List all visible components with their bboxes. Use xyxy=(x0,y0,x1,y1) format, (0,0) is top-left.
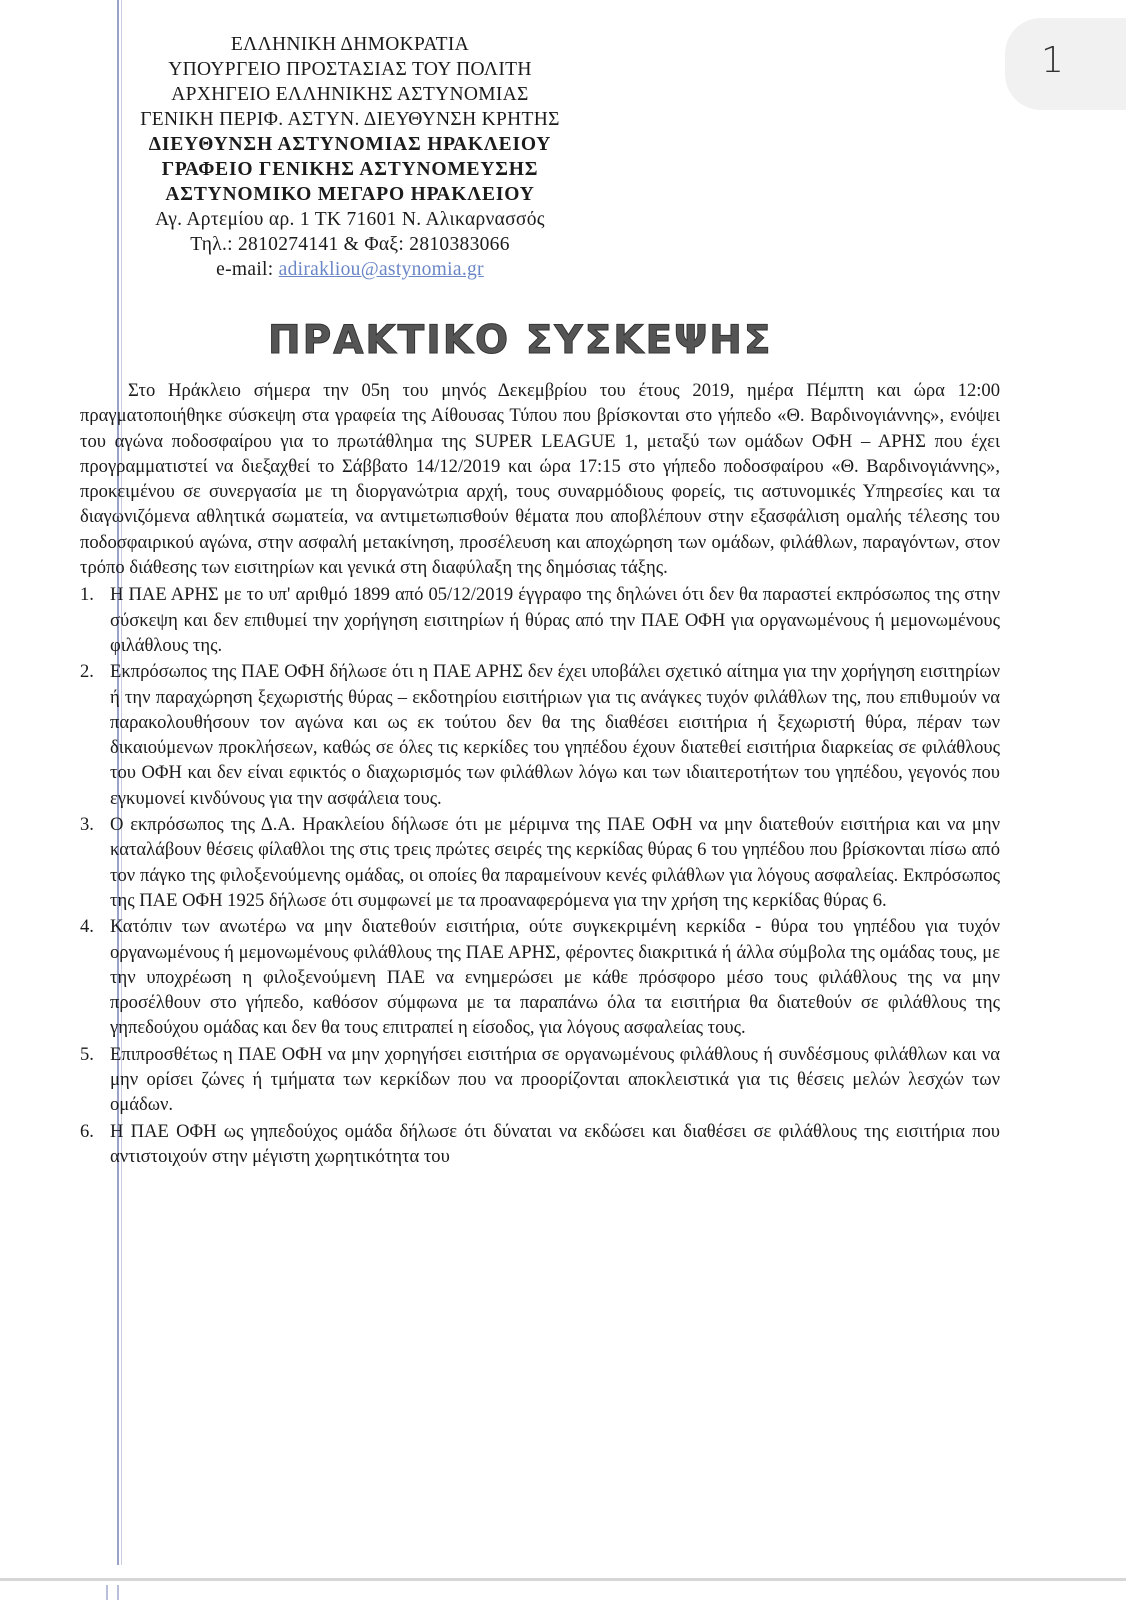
list-item-number: 6. xyxy=(80,1120,94,1142)
letterhead-country: ΕΛΛΗΝΙΚΗ ΔΗΜΟΚΡΑΤΙΑ xyxy=(230,34,470,55)
letterhead-address: Αγ. Αρτεμίου αρ. 1 ΤΚ 71601 Ν. Αλικαρνασσός xyxy=(155,209,545,230)
letterhead-phone: Τηλ.: 2810274141 & Φαξ: 2810383066 xyxy=(190,234,510,255)
list-item-number: 1. xyxy=(80,584,94,606)
list-item-text: Κατόπιν των ανωτέρω να μην διατεθούν εισιτήρια, ούτε συγκεκριμένη κερκίδα - θύρα του γηπέδου για τυχόν οργανωμένους ή μεμονωμένους φιλάθλους της ΠΑΕ ΑΡΗΣ, φέροντες διακριτικά ή άλλα σύμβολα της ομάδας τους, με την υποχρέωση η φιλοξενούμενη ΠΑΕ να ενημερώσει με κάθε πρόσφορο μέσο τους φιλάθλους της να μην προσέλθουν στο γήπεδο, καθόσον σύμφωνα με τα παραπάνω όλα τα εισιτήρια θα διατεθούν σε φιλάθλους της γηπεδούχου ομάδας και δεν θα τους επιτραπεί η είσοδος, για λόγους ασφαλείας τους. xyxy=(110,916,1000,1039)
list-item-number: 4. xyxy=(80,916,94,938)
letterhead-office: ΓΡΑΦΕΙΟ ΓΕΝΙΚΗΣ ΑΣΤΥΝΟΜΕΥΣΗΣ xyxy=(161,159,539,180)
document-body xyxy=(80,378,1000,1170)
list-item-number: 2. xyxy=(80,661,94,683)
list-item xyxy=(80,1119,1000,1170)
document-title: ΠΡΑΚΤΙΚΟ ΣΥΣΚΕΨΗΣ xyxy=(268,318,773,363)
list-item-number: 5. xyxy=(80,1043,94,1065)
list-item-text: Η ΠΑΕ ΑΡΗΣ με το υπ' αριθμό 1899 από 05/12/2019 έγγραφο της δηλώνει ότι δεν θα παραστεί εκπρόσωπος της στην σύσκεψη και δεν επιθυμεί την χορήγηση εισιτηρίων ή θύρας από την ΠΑΕ ΟΦΗ για οργανωμένους ή μεμονωμένους φιλάθλους της. xyxy=(110,584,1000,656)
email-link[interactable]: adirakliou@astynomia.gr xyxy=(278,259,484,280)
intro-paragraph: Στο Ηράκλειο σήμερα την 05η του μηνός Δεκεμβρίου του έτους 2019, ημέρα Πέμπτη και ώρα 12:00 πραγματοποιήθηκε σύσκεψη στα γραφεία της Αίθουσας Τύπου που βρίσκονται στο γήπεδο «Θ. Βαρδινογιάννης», ενόψει του αγώνα ποδοσφαίρου για το πρωτάθλημα της SUPER LEAGUE 1, μεταξύ των ομάδων ΟΦΗ – ΑΡΗΣ που έχει προγραμματιστεί να διεξαχθεί το Σάββατο 14/12/2019 και ώρα 17:15 στο γήπεδο ποδοσφαίρου «Θ. Βαρδινογιάννης», προκειμένου σε συνεργασία με τη διοργανώτρια αρχή, τους συναρμόδιους φορείς, τις αστυνομικές Υπηρεσίες και τα διαγωνιζόμενα αθλητικά σωματεία, να αντιμετωπισθούν θέματα που αποβλέπουν στην εξασφάλιση ομαλής τέλεσης του ποδοσφαιρικού αγώνα, στην ασφαλή μετακίνηση, προσέλευση και αποχώρηση των ομάδων, φιλάθλων, παραγόντων, στον τρόπο διάθεσης των εισιτηρίων και γενικά στη διαφύλαξη της δημόσιας τάξης. xyxy=(80,380,1000,579)
email-label: e-mail: xyxy=(216,259,279,280)
list-item xyxy=(80,582,1000,658)
letterhead-police-directorate: ΔΙΕΥΘΥΝΣΗ ΑΣΤΥΝΟΜΙΑΣ ΗΡΑΚΛΕΙΟΥ xyxy=(148,134,552,155)
letterhead xyxy=(80,32,620,282)
page-number: 1 xyxy=(1041,40,1064,81)
letterhead-regional-directorate: ΓΕΝΙΚΗ ΠΕΡΙΦ. ΑΣΤΥΝ. ΔΙΕΥΘΥΝΣΗ ΚΡΗΤΗΣ xyxy=(140,109,560,130)
letterhead-email-row xyxy=(80,257,620,282)
page-number-badge xyxy=(1005,18,1126,110)
minutes-list xyxy=(80,582,1000,1169)
next-page-margin-mark xyxy=(106,1585,108,1600)
letterhead-ministry: ΥΠΟΥΡΓΕΙΟ ΠΡΟΣΤΑΣΙΑΣ ΤΟΥ ΠΟΛΙΤΗ xyxy=(168,59,532,80)
list-item xyxy=(80,812,1000,913)
letterhead-headquarters: ΑΡΧΗΓΕΙΟ ΕΛΛΗΝΙΚΗΣ ΑΣΤΥΝΟΜΙΑΣ xyxy=(171,84,529,105)
next-page-margin-mark xyxy=(117,1585,119,1600)
list-item-text: Εκπρόσωπος της ΠΑΕ ΟΦΗ δήλωσε ότι η ΠΑΕ ΑΡΗΣ δεν έχει υποβάλει σχετικό αίτημα για την χορήγηση εισιτηρίων ή την παραχώρηση ξεχωριστής θύρας – εκδοτηρίου εισιτήριων για τις ανάγκες τυχόν φιλάθλων της, που επιθυμούν να παρακολουθήσουν τον αγώνα και ως εκ τούτου δεν θα της διαθέσει εισιτήρια ή ξεχωριστή θύρα, πέραν των δικαιούμενων προκλήσεων, καθώς σε όλες τις κερκίδες του γηπέδου έχουν διατεθεί εισιτήρια διαρκείας σε φιλάθλους του ΟΦΗ και δεν είναι εφικτός ο διαχωρισμός των φιλάθλων λόγω και των ιδιαιτεροτήτων του γηπέδου, γεγονός που εγκυμονεί κινδύνους για την ασφάλεια τους. xyxy=(110,661,1000,809)
list-item xyxy=(80,659,1000,811)
list-item xyxy=(80,1042,1000,1118)
letterhead-building: ΑΣΤΥΝΟΜΙΚΟ ΜΕΓΑΡΟ ΗΡΑΚΛΕΙΟΥ xyxy=(165,184,535,205)
list-item-number: 3. xyxy=(80,814,94,836)
list-item-text: Επιπροσθέτως η ΠΑΕ ΟΦΗ να μην χορηγήσει εισιτήρια σε οργανωμένους φιλάθλους ή συνδέσμους φιλάθλων και να μην ορίσει ζώνες ή τμήματα των κερκίδων που να προορίζονται αποκλειστικά για τις θέσεις μελών λεσχών των ομάδων. xyxy=(110,1043,1000,1116)
page-bottom-divider xyxy=(0,1578,1126,1581)
list-item xyxy=(80,914,1000,1040)
list-item-text: Η ΠΑΕ ΟΦΗ ως γηπεδούχος ομάδα δήλωσε ότι δύναται να εκδώσει και διαθέσει σε φιλάθλους της εισιτήρια που αντιστοιχούν στην μέγιστη χωρητικότητα του xyxy=(110,1120,1000,1167)
list-item-text: Ο εκπρόσωπος της Δ.Α. Ηρακλείου δήλωσε ότι με μέριμνα της ΠΑΕ ΟΦΗ να μην διατεθούν εισιτήρια και να μην καταλάβουν θέσεις φίλαθλοι της στις τρεις πρώτες σειρές της κερκίδας θύρας 6 του γηπέδου που βρίσκονται πίσω από τον πάγκο της φιλοξενούμενης ομάδας, οι οποίες θα παραμείνουν κενές φιλάθλων για λόγους ασφαλείας. Εκπρόσωπος της ΠΑΕ ΟΦΗ 1925 δήλωσε ότι συμφωνεί με τα προαναφερόμενα για την χρήση της κερκίδας θύρας 6. xyxy=(110,814,1000,911)
